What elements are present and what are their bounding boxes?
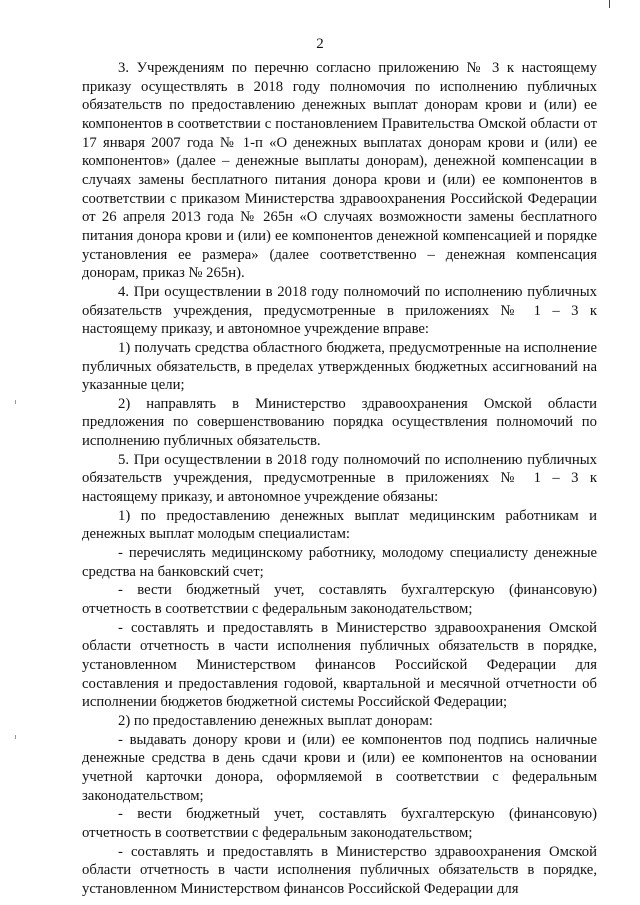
paragraph-3: 3. Учреждениям по перечню согласно приложению № 3 к настоящему приказу осуществлять в 2018 году полномочия по исполнению публичных обязательств по предоставлению денежных выплат донорам крови и (или) ее компонентов в соответствии с постановлением Правительства Омской области от 17 января 2007 года № 1-п «О денежных выплатах донорам крови и (или) ее компонентов» (далее – денежные выплаты донорам), денежной компенсации в случаях замены бесплатного питания донора крови и (или) ее компонентов в соответствии с приказом Министерства здравоохранения Российской Федерации от 26 апреля 2013 года № 265н «О случаях возможности замены бесплатного питания донора крови и (или) ее компонентов денежной компенсацией и порядке установления ее размера» (далее соответственно – денежная компенсация донорам, приказ № 265н).: [82, 60, 597, 282]
list-item: - составлять и предоставлять в Министерство здравоохранения Омской области отчетность в части исполнения публичных обязательств в порядке, установленном Министерством финансов Российской Федерации для: [82, 843, 597, 897]
document-body: [82, 59, 597, 899]
list-item: - вести бюджетный учет, составлять бухгалтерскую (финансовую) отчетность в соответствии с федеральным законодательством;: [82, 806, 597, 841]
paragraph-5-item-1: 1) по предоставлению денежных выплат медицинским работникам и денежных выплат молодым специалистам:: [82, 507, 597, 543]
list-item: - перечислять медицинскому работнику, молодому специалисту денежные средства на банковский счет;: [82, 545, 597, 580]
paragraph-5: 5. При осуществлении в 2018 году полномочий по исполнению публичных обязательств учреждения, предусмотренные в приложениях № 1 – 3 к настоящему приказу, и автономное учреждение обязаны:: [82, 451, 597, 506]
paragraph-4-item-1: 1) получать средства областного бюджета, предусмотренные на исполнение публичных обязательств, в пределах утвержденных бюджетных ассигнований на указанные цели;: [82, 339, 597, 394]
list-item: - составлять и предоставлять в Министерство здравоохранения Омской области отчетность в части исполнения публичных обязательств в порядке, установленном Министерством финансов Российской Федерации для составления и предоставления годовой, квартальной и месячной отчетности об исполнении бюджетов бюджетной системы Российской Федерации;: [82, 619, 597, 711]
paragraph-4: 4. При осуществлении в 2018 году полномочий по исполнению публичных обязательств учреждения, предусмотренные в приложениях № 1 – 3 к настоящему приказу, и автономное учреждение вправе:: [82, 283, 597, 338]
page-number: 2: [316, 36, 324, 52]
margin-mark: [15, 735, 16, 739]
list-item: - вести бюджетный учет, составлять бухгалтерскую (финансовую) отчетность в соответствии с федеральным законодательством;: [82, 582, 597, 618]
paragraph-5-item-2: 2) по предоставлению денежных выплат донорам:: [118, 712, 433, 729]
margin-mark: [15, 400, 16, 404]
corner-mark: [609, 0, 610, 8]
paragraph-4-item-2: 2) направлять в Министерство здравоохранения Омской области предложения по совершенствованию порядка осуществления полномочий по исполнению публичных обязательств.: [82, 395, 597, 450]
list-item: - выдавать донору крови и (или) ее компонентов под подпись наличные денежные средства в день сдачи крови и (или) ее компонентов на основании учетной карточки донора, оформляемой в соответствии с федеральным законодательством;: [82, 731, 597, 804]
